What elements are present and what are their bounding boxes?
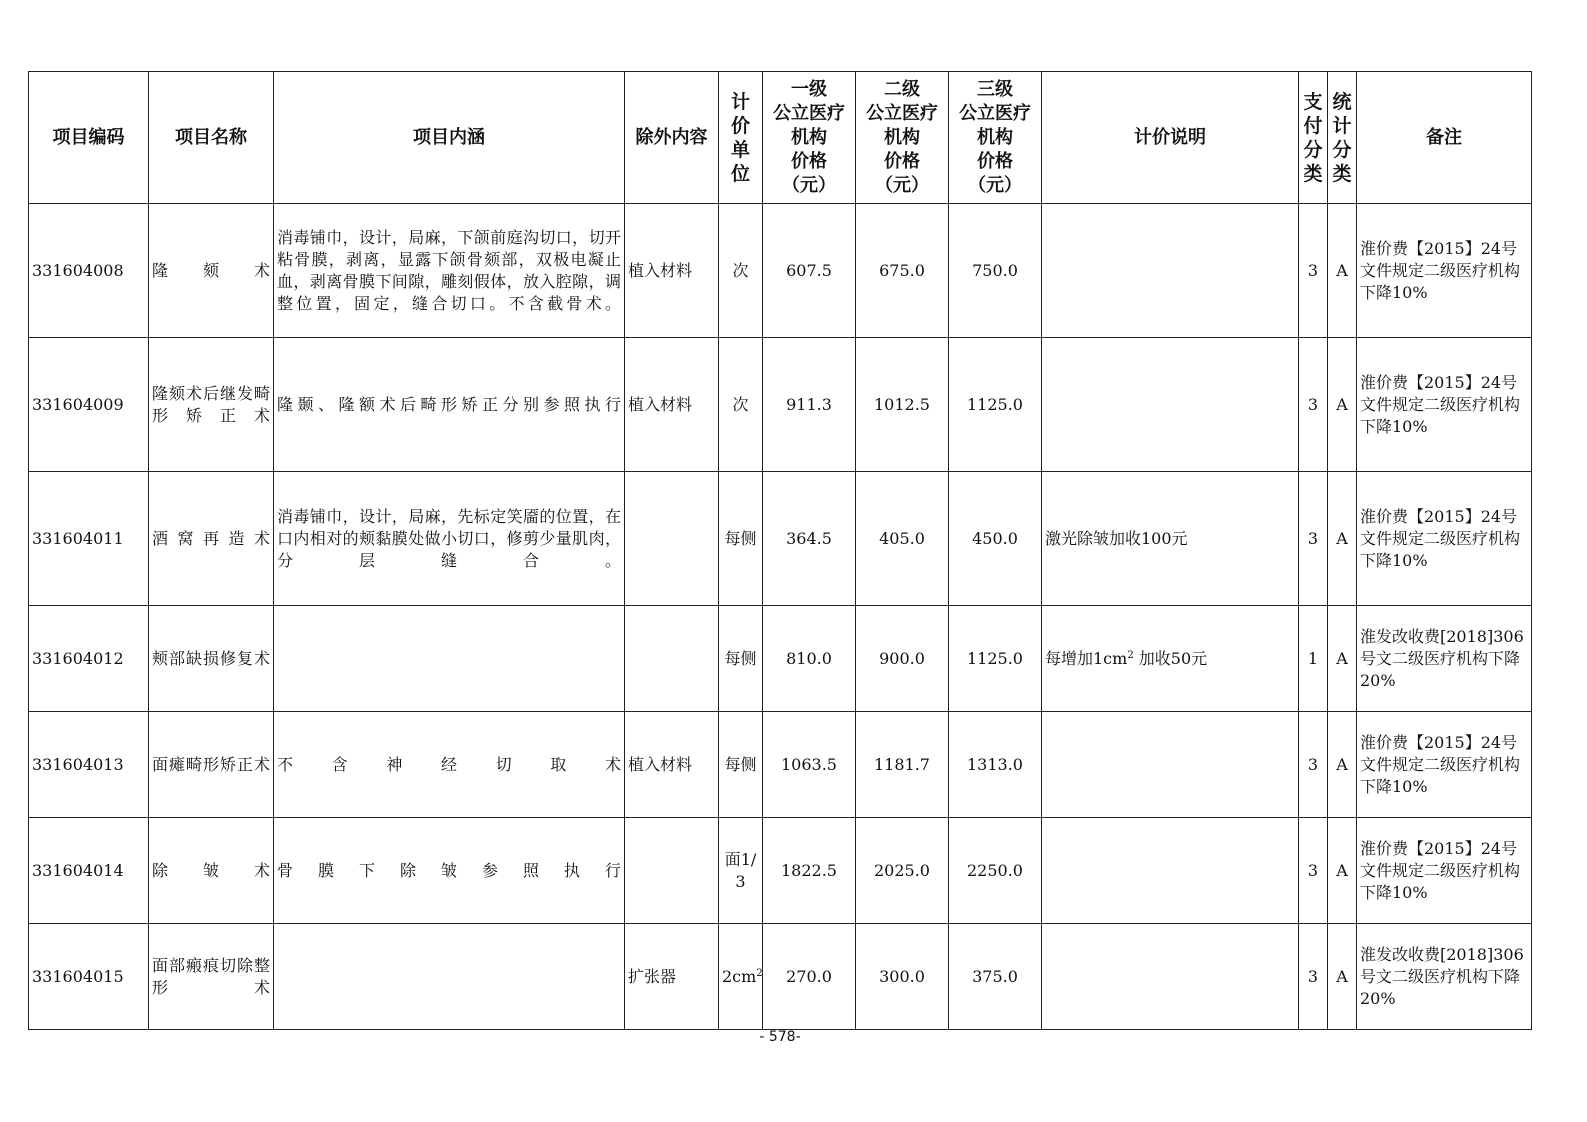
header-price2-line: （元）	[875, 174, 929, 196]
cell-price-level2-box	[856, 712, 949, 818]
cell-name-box	[149, 924, 274, 1030]
cell-price-level2: 675.0	[879, 260, 925, 280]
cell-excluded: 植入材料	[628, 754, 693, 774]
cell-remark: 淮发改收费[2018]306号文二级医疗机构下降20%	[1360, 626, 1524, 690]
cell-remark: 淮价费【2015】24号文件规定二级医疗机构下降10%	[1360, 838, 1521, 902]
cell-unit-box	[719, 818, 763, 924]
cell-name: 酒窝再造术	[152, 528, 270, 548]
cell-stat-box	[1328, 338, 1357, 472]
cell-price-level1-box	[763, 338, 856, 472]
cell-excluded-box	[625, 606, 719, 712]
header-price1-line: 价格	[791, 150, 827, 172]
cell-pricing-note-box	[1042, 204, 1299, 338]
cell-name-box	[149, 472, 274, 606]
cell-price-level3: 1125.0	[967, 394, 1023, 414]
cell-name: 隆颏术后继发畸形矫正术	[152, 383, 270, 425]
cell-content: 骨膜下除皱参照执行	[277, 860, 621, 880]
cell-name: 颊部缺损修复术	[152, 648, 270, 668]
cell-name-box	[149, 606, 274, 712]
cell-pricing-note: 每增加1cm	[1045, 648, 1128, 668]
cell-pricing-note-box	[1042, 606, 1299, 712]
cell-code-box	[29, 818, 149, 924]
cell-payment-box	[1299, 606, 1328, 712]
cell-content-box	[274, 924, 625, 1030]
cell-price-level2: 1181.7	[874, 754, 930, 774]
header-price2-line: 公立医疗	[866, 102, 938, 124]
cell-price-level3: 375.0	[972, 966, 1018, 986]
cell-code-box	[29, 924, 149, 1030]
cell-excluded: 植入材料	[628, 260, 693, 280]
cell-code: 331604011	[32, 528, 124, 548]
cell-payment: 3	[1307, 754, 1319, 774]
cell-content-box	[274, 606, 625, 712]
cell-excluded: 扩张器	[628, 966, 677, 986]
cell-price-level2: 2025.0	[874, 860, 930, 880]
header-unit	[719, 72, 763, 204]
cell-unit: 每侧	[724, 754, 757, 774]
cell-price-level1-box	[763, 818, 856, 924]
cell-payment-box	[1299, 204, 1328, 338]
table-row	[29, 712, 1532, 818]
cell-unit-box	[719, 924, 763, 1030]
cell-price-level1-box	[763, 204, 856, 338]
cell-excluded-box	[625, 472, 719, 606]
cell-pricing-note-box	[1042, 472, 1299, 606]
cell-code: 331604013	[32, 754, 124, 774]
cell-content: 消毒铺巾，设计，局麻，下颌前庭沟切口，切开粘骨膜，剥离，显露下颌骨颏部，双极电凝止血，剥离骨膜下间隙，雕刻假体，放入腔隙，调整位置，固定，缝合切口。不含截骨术。	[277, 227, 621, 313]
cell-price-level3: 2250.0	[967, 860, 1023, 880]
cell-price-level1: 607.5	[786, 260, 832, 280]
cell-price-level3: 1313.0	[967, 754, 1023, 774]
cell-content-box	[274, 712, 625, 818]
cell-stat-box	[1328, 606, 1357, 712]
cell-code: 331604012	[32, 648, 124, 668]
cell-price-level2: 300.0	[879, 966, 925, 986]
cell-content-box	[274, 472, 625, 606]
cell-price-level2: 900.0	[879, 648, 925, 668]
cell-price-level3-box	[949, 924, 1042, 1030]
cell-name: 隆颏术	[152, 260, 270, 280]
cell-code-box	[29, 472, 149, 606]
header-price3-line: 机构	[977, 126, 1013, 148]
cell-code: 331604009	[32, 394, 124, 414]
cell-unit: 面1/3	[724, 849, 757, 891]
header-price2-line: 价格	[884, 150, 920, 172]
cell-name: 除皱术	[152, 860, 270, 880]
cell-code-box	[29, 204, 149, 338]
cell-excluded: 植入材料	[628, 394, 693, 414]
header-price-level3	[949, 72, 1042, 204]
cell-payment-box	[1299, 338, 1328, 472]
header-name: 项目名称	[149, 72, 274, 204]
cell-name-box	[149, 338, 274, 472]
cell-price-level3: 1125.0	[967, 648, 1023, 668]
cell-unit: 每侧	[724, 648, 757, 668]
header-content: 项目内涵	[274, 72, 625, 204]
cell-stat: A	[1336, 648, 1348, 668]
header-code: 项目编码	[29, 72, 149, 204]
header-price1-line: 公立医疗	[773, 102, 845, 124]
cell-price-level3-box	[949, 606, 1042, 712]
header-payment-text: 支付分类	[1303, 90, 1323, 185]
header-price1-line: （元）	[782, 174, 836, 196]
cell-price-level2-box	[856, 924, 949, 1030]
cell-stat-box	[1328, 818, 1357, 924]
cell-payment: 3	[1307, 394, 1319, 414]
unit-superscript: 2	[756, 967, 763, 979]
cell-payment: 3	[1307, 860, 1319, 880]
cell-stat: A	[1336, 754, 1348, 774]
cell-pricing-note-box	[1042, 338, 1299, 472]
header-price1-line: 机构	[791, 126, 827, 148]
cell-excluded-box	[625, 924, 719, 1030]
cell-pricing-note-box	[1042, 818, 1299, 924]
cell-remark-box	[1357, 204, 1532, 338]
cell-unit: 次	[732, 394, 749, 414]
cell-stat: A	[1336, 394, 1348, 414]
cell-price-level3-box	[949, 338, 1042, 472]
header-price-level2	[856, 72, 949, 204]
cell-price-level2-box	[856, 818, 949, 924]
note-tail: 加收50元	[1133, 648, 1208, 668]
cell-stat: A	[1336, 966, 1348, 986]
cell-payment-box	[1299, 818, 1328, 924]
cell-code: 331604008	[32, 260, 124, 280]
cell-remark: 淮价费【2015】24号文件规定二级医疗机构下降10%	[1360, 506, 1521, 570]
note-superscript: 2	[1127, 649, 1134, 661]
cell-price-level2: 1012.5	[874, 394, 930, 414]
header-remark: 备注	[1357, 72, 1532, 204]
cell-unit-box	[719, 472, 763, 606]
header-price3-line: 价格	[977, 150, 1013, 172]
cell-stat: A	[1336, 260, 1348, 280]
cell-remark-box	[1357, 606, 1532, 712]
cell-remark-box	[1357, 472, 1532, 606]
cell-name-box	[149, 818, 274, 924]
cell-remark: 淮发改收费[2018]306号文二级医疗机构下降20%	[1360, 944, 1524, 1008]
cell-price-level3-box	[949, 712, 1042, 818]
header-unit-text: 计价单位	[731, 90, 751, 185]
cell-payment: 3	[1307, 260, 1319, 280]
cell-price-level1: 1822.5	[781, 860, 837, 880]
cell-price-level3-box	[949, 204, 1042, 338]
cell-stat-box	[1328, 924, 1357, 1030]
cell-price-level2-box	[856, 472, 949, 606]
cell-unit-box	[719, 204, 763, 338]
cell-stat-box	[1328, 712, 1357, 818]
header-stat	[1328, 72, 1357, 204]
cell-excluded-box	[625, 818, 719, 924]
table-row	[29, 338, 1532, 472]
cell-code-box	[29, 712, 149, 818]
cell-unit-box	[719, 606, 763, 712]
cell-name: 面部瘢痕切除整形术	[152, 955, 270, 997]
cell-unit: 每侧	[724, 528, 757, 548]
table-row	[29, 818, 1532, 924]
header-price1-line: 一级	[791, 78, 827, 100]
cell-code-box	[29, 606, 149, 712]
cell-remark: 淮价费【2015】24号文件规定二级医疗机构下降10%	[1360, 238, 1521, 302]
cell-content: 隆颞、隆额术后畸形矫正分别参照执行	[277, 394, 621, 414]
header-payment	[1299, 72, 1328, 204]
cell-price-level1: 270.0	[786, 966, 832, 986]
table-row	[29, 472, 1532, 606]
cell-price-level2-box	[856, 606, 949, 712]
cell-payment-box	[1299, 472, 1328, 606]
header-pricing-note: 计价说明	[1042, 72, 1299, 204]
header-price3-line: （元）	[968, 174, 1022, 196]
table-row	[29, 204, 1532, 338]
cell-payment: 3	[1307, 528, 1319, 548]
cell-payment: 1	[1307, 648, 1319, 668]
cell-content: 不含神经切取术	[277, 754, 621, 774]
cell-name-box	[149, 204, 274, 338]
cell-payment-box	[1299, 712, 1328, 818]
cell-remark: 淮价费【2015】24号文件规定二级医疗机构下降10%	[1360, 732, 1521, 796]
cell-content-box	[274, 818, 625, 924]
cell-unit-box	[719, 338, 763, 472]
cell-price-level2: 405.0	[879, 528, 925, 548]
cell-remark-box	[1357, 924, 1532, 1030]
header-price2-line: 机构	[884, 126, 920, 148]
cell-remark-box	[1357, 712, 1532, 818]
table-row	[29, 924, 1532, 1030]
cell-stat: A	[1336, 528, 1348, 548]
cell-payment-box	[1299, 924, 1328, 1030]
header-price-level1	[763, 72, 856, 204]
page-number: - 578-	[759, 1029, 801, 1045]
cell-excluded-box	[625, 712, 719, 818]
cell-payment: 3	[1307, 966, 1319, 986]
cell-excluded-box	[625, 338, 719, 472]
cell-price-level1: 364.5	[786, 528, 832, 548]
cell-code-box	[29, 338, 149, 472]
cell-name: 面瘫畸形矫正术	[152, 754, 270, 774]
cell-price-level3: 750.0	[972, 260, 1018, 280]
header-stat-text: 统计分类	[1332, 90, 1352, 185]
header-price3-line: 公立医疗	[959, 102, 1031, 124]
cell-price-level3-box	[949, 472, 1042, 606]
cell-stat-box	[1328, 472, 1357, 606]
cell-price-level1-box	[763, 606, 856, 712]
cell-remark-box	[1357, 818, 1532, 924]
cell-stat: A	[1336, 860, 1348, 880]
cell-excluded-box	[625, 204, 719, 338]
cell-pricing-note-box	[1042, 712, 1299, 818]
cell-price-level1-box	[763, 712, 856, 818]
cell-unit-box	[719, 712, 763, 818]
cell-price-level1: 810.0	[786, 648, 832, 668]
cell-content-box	[274, 338, 625, 472]
cell-price-level3-box	[949, 818, 1042, 924]
cell-price-level1-box	[763, 472, 856, 606]
cell-price-level1: 911.3	[786, 394, 832, 414]
table-body	[29, 204, 1532, 1030]
cell-unit: 2cm	[722, 966, 757, 986]
header-price2-line: 二级	[884, 78, 920, 100]
cell-pricing-note: 激光除皱加收100元	[1045, 528, 1188, 548]
price-table	[28, 71, 1532, 1030]
cell-remark-box	[1357, 338, 1532, 472]
cell-code: 331604014	[32, 860, 124, 880]
cell-price-level1-box	[763, 924, 856, 1030]
cell-price-level2-box	[856, 204, 949, 338]
cell-content: 消毒铺巾，设计，局麻，先标定笑靥的位置，在口内相对的颊黏膜处做小切口，修剪少量肌肉，分层缝合。	[277, 506, 621, 570]
cell-content-box	[274, 204, 625, 338]
cell-code: 331604015	[32, 966, 124, 986]
cell-price-level3: 450.0	[972, 528, 1018, 548]
header-row	[29, 72, 1532, 204]
cell-price-level2-box	[856, 338, 949, 472]
cell-unit: 次	[732, 260, 749, 280]
header-price3-line: 三级	[977, 78, 1013, 100]
cell-stat-box	[1328, 204, 1357, 338]
header-excluded: 除外内容	[625, 72, 719, 204]
cell-remark: 淮价费【2015】24号文件规定二级医疗机构下降10%	[1360, 372, 1521, 436]
cell-price-level1: 1063.5	[781, 754, 837, 774]
table-row	[29, 606, 1532, 712]
cell-pricing-note-box	[1042, 924, 1299, 1030]
cell-name-box	[149, 712, 274, 818]
